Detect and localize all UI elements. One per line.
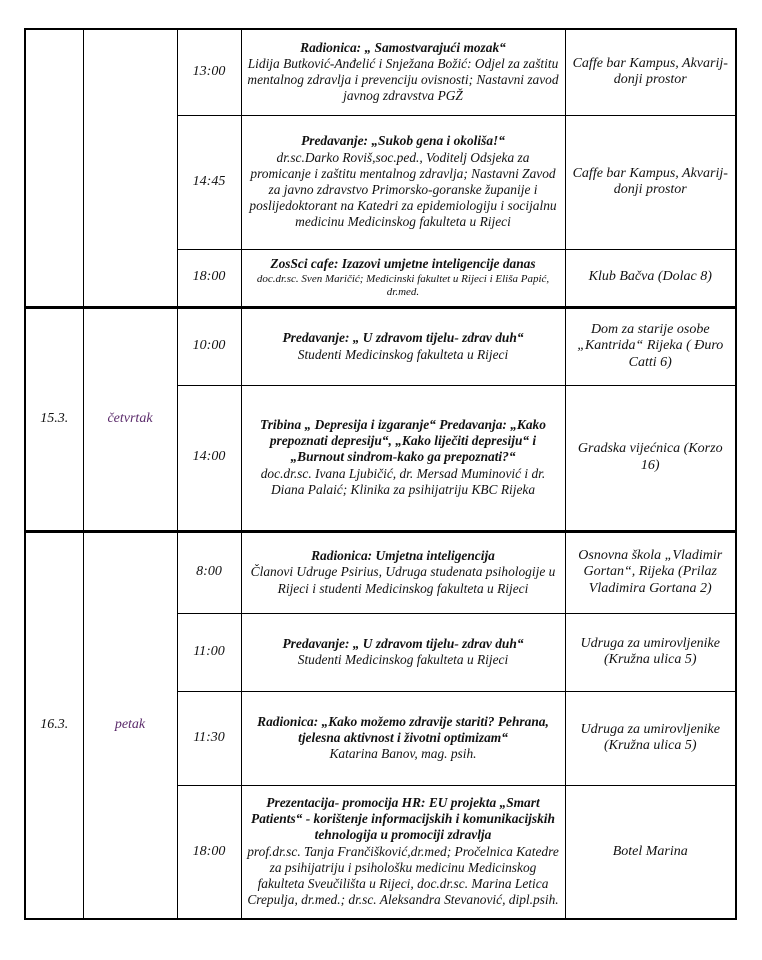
event-title: Radionica: Umjetna inteligencija	[311, 548, 495, 564]
time-cell: 11:00	[177, 613, 241, 691]
event-title: Predavanje: „ U zdravom tijelu- zdrav duh“	[282, 330, 524, 346]
event-title: Tribina „ Depresija i izgaranje“ Predavanja: „Kako prepoznati depresiju“, „Kako liječiti depresiju“ i „Burnout sindrom-kako ga prepoznati?“	[260, 416, 546, 465]
event-cell	[241, 613, 565, 691]
time-cell: 14:45	[177, 115, 241, 249]
location-cell: Osnovna škola „Vladimir Gortan“, Rijeka (Prilaz Vladimira Gortana 2)	[565, 531, 736, 613]
event-cell	[241, 531, 565, 613]
event-cell	[241, 249, 565, 307]
time-cell: 18:00	[177, 785, 241, 919]
event-speakers: Studenti Medicinskog fakulteta u Rijeci	[297, 346, 509, 362]
event-cell	[241, 385, 565, 531]
event-cell	[241, 785, 565, 919]
event-cell	[241, 115, 565, 249]
day-cell-empty	[83, 29, 177, 307]
event-speakers: Katarina Banov, mag. psih.	[329, 746, 477, 762]
event-speakers: Lidija Butković-Anđelić i Snježana Božić: Odjel za zaštitu mentalnog zdravlja i prevenciju ovisnosti; Nastavni zavod javnog zdravstva PGŽ	[247, 56, 559, 104]
event-cell	[241, 691, 565, 785]
event-cell	[241, 307, 565, 385]
event-speakers: dr.sc.Darko Roviš,soc.ped., Voditelj Odsjeka za promicanje i zaštitu mentalnog zdravlja; Nastavni Zavod za javno zdravstvo Primorsko-goranske županije i poslijedoktorant na Katedri za epidemiologiju i socijalnu medicinu Medicinskog fakulteta u Rijeci	[249, 149, 557, 230]
event-title: Prezentacija- promocija HR: EU projekta „Smart Patients“ - korištenje informacijskih i komunikacijskih tehnologija u promociji zdravlja	[251, 795, 555, 843]
time-cell: 14:00	[177, 385, 241, 531]
location-cell: Dom za starije osobe „Kantrida“ Rijeka ( Đuro Catti 6)	[565, 307, 736, 385]
event-title: Predavanje: „Sukob gena i okoliša!“	[301, 133, 505, 149]
event-title: ZosSci cafe: Izazovi umjetne inteligencije danas	[270, 256, 536, 272]
time-cell: 13:00	[177, 29, 241, 115]
location-cell: Udruga za umirovljenike (Kružna ulica 5)	[565, 613, 736, 691]
day-cell: četvrtak	[83, 307, 177, 531]
date-cell-empty	[25, 29, 83, 307]
event-title: Radionica: „Kako možemo zdravije stariti? Pehrana, tjelesna aktivnost i životni optimizam“	[257, 713, 549, 745]
event-speakers: doc.dr.sc. Ivana Ljubičić, dr. Mersad Muminović i dr. Diana Palaić; Klinika za psihijatriju KBC Rijeka	[260, 465, 546, 497]
event-title: Predavanje: „ U zdravom tijelu- zdrav duh“	[282, 635, 524, 651]
table-row	[25, 531, 736, 613]
event-speakers: Studenti Medicinskog fakulteta u Rijeci	[297, 652, 509, 667]
location-cell: Gradska vijećnica (Korzo 16)	[565, 385, 736, 531]
time-cell: 10:00	[177, 307, 241, 385]
table-row	[25, 307, 736, 385]
location-cell: Caffe bar Kampus, Akvarij- donji prostor	[565, 115, 736, 249]
date-cell: 16.3.	[25, 531, 83, 919]
table-row	[25, 29, 736, 115]
location-cell: Caffe bar Kampus, Akvarij- donji prostor	[565, 29, 736, 115]
location-cell: Udruga za umirovljenike (Kružna ulica 5)	[565, 691, 736, 785]
time-cell: 8:00	[177, 531, 241, 613]
date-cell: 15.3.	[25, 307, 83, 531]
event-speakers: doc.dr.sc. Sven Maričić; Medicinski fakultet u Rijeci i Eliša Papić, dr.med.	[256, 272, 550, 298]
time-cell: 18:00	[177, 249, 241, 307]
event-title: Radionica: „ Samostvarajući mozak“	[300, 39, 506, 55]
location-cell: Klub Bačva (Dolac 8)	[565, 249, 736, 307]
event-speakers: prof.dr.sc. Tanja Frančišković,dr.med; Pročelnica Katedre za psihijatriju i psihološku medicinu Medicinskog fakulteta Sveučilišta u Rijeci, doc.dr.sc. Marina Letica Crepulja, dr.med.; dr.sc. Aleksandra Stevanović, dipl.psih.	[247, 843, 559, 908]
day-cell: petak	[83, 531, 177, 919]
event-speakers: Članovi Udruge Psirius, Udruga studenata psihologije u Rijeci i studenti Medicinskog fakulteta u Rijeci	[250, 564, 556, 596]
time-cell: 11:30	[177, 691, 241, 785]
event-cell	[241, 29, 565, 115]
schedule-table	[24, 28, 737, 920]
location-cell: Botel Marina	[565, 785, 736, 919]
